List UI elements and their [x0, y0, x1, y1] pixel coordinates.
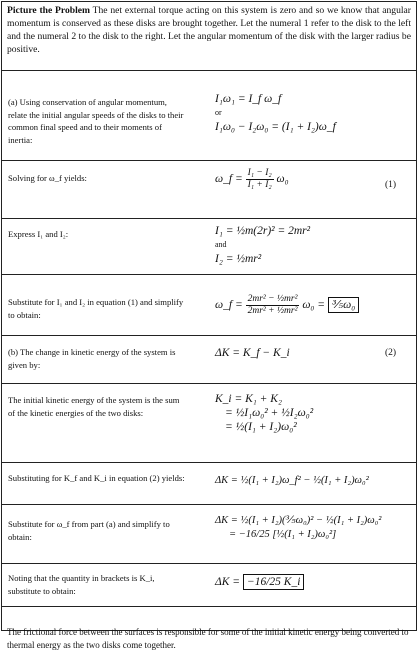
step-substitute-text: Substitute for I₁ and I₂ in equation (1) and simplify to obtain: — [8, 297, 184, 320]
step-final-equation — [215, 574, 415, 590]
row-divider — [1, 70, 417, 71]
step-initial-ke-equations — [215, 392, 415, 434]
fraction-numerator: 2mr² − ½mr² — [247, 294, 298, 304]
step-final-text: Noting that the quantity in brackets is K_i, substitute to obtain: — [8, 573, 155, 596]
step-express-text: Express I₁ and I₂: — [8, 229, 69, 239]
step-a-eq2: I₁ω₀ − I₂ω₀ = (I₁ + I₂)ω_f — [215, 121, 336, 133]
step-initial-ke-eq3: = ½(I₁ + I₂)ω₀² — [225, 421, 297, 433]
step-substitute-equation — [215, 294, 415, 317]
row-divider — [1, 160, 417, 161]
step-express-eq2: I₂ = ½mr² — [215, 253, 262, 265]
fraction-denominator: 2mr² + ½mr² — [247, 306, 298, 316]
fraction-denominator: I₁ + I₂ — [247, 180, 272, 190]
intro-title: Picture the Problem — [7, 5, 91, 16]
step-initial-ke-text: The initial kinetic energy of the system is the sum of the kinetic energies of the two disks: — [8, 395, 180, 418]
row-divider — [1, 274, 417, 275]
row-divider — [1, 563, 417, 564]
step-initial-ke-eq2: = ½I₁ω₀² + ½I₂ω₀² — [225, 407, 314, 419]
step-express-equations — [215, 224, 415, 266]
row-divider — [1, 383, 417, 384]
step-substitute-rhs: ω₀ = — [302, 299, 326, 312]
step-solve-text: Solving for ω_f yields: — [8, 173, 87, 183]
step-final-lhs: ΔK = — [215, 576, 241, 588]
step-simplify-eq1: ΔK = ½(I₁ + I₂)(⅗ω₀)² − ½(I₁ + I₂)ω₀² — [215, 515, 382, 526]
step-initial-ke-eq1: K_i = K₁ + K₂ — [215, 393, 282, 405]
row-divider — [1, 606, 417, 607]
step-express-and: and — [215, 240, 227, 249]
closing-paragraph: The frictional force between the surfaces is responsible for some of the initial kinetic energy being converted to thermal energy as the two disks come together. — [7, 627, 409, 650]
row-divider — [1, 504, 417, 505]
step-substitute-fraction — [246, 294, 300, 317]
step-a-eq1: I₁ω₁ = I_f ω_f — [215, 93, 282, 105]
intro-text: The net external torque acting on this system is zero and so we know that angular momentum is conserved as these disks are brought together. Let the numeral 1 refer to the disk to the left and the numeral 2 to the disk to the right. Let the angular momentum of the disk with the larger radius be positive. — [7, 5, 411, 55]
fraction-numerator: I₁ − I₂ — [247, 168, 272, 178]
step-substitute-lhs: ω_f = — [215, 299, 243, 312]
step-a-or: or — [215, 108, 222, 117]
step-substituting-equation: ΔK = ½(I₁ + I₂)ω_f² − ½(I₁ + I₂)ω₀² — [215, 475, 369, 486]
step-express-eq1: I₁ = ½m(2r)² = 2mr² — [215, 225, 311, 237]
step-a-text: (a) Using conservation of angular momentum, relate the initial angular speeds of the disks to their common final speed and to their moments of inertia: — [8, 97, 184, 145]
step-b-equation: ΔK = K_f − K_i — [215, 347, 290, 359]
step-simplify-equations — [215, 514, 415, 542]
row-divider — [1, 218, 417, 219]
step-simplify-eq2: = −16/25 [½(I₁ + I₂)ω₀²] — [229, 529, 337, 540]
step-solve-fraction — [246, 168, 274, 191]
equation-label-1: (1) — [385, 180, 397, 190]
step-substituting-text: Substituting for K_f and K_i in equation (2) yields: — [8, 473, 185, 483]
boxed-answer-a: ⅗ω₀ — [328, 297, 359, 313]
step-solve-rhs: ω₀ — [276, 173, 289, 186]
step-solve-lhs: ω_f = — [215, 173, 243, 186]
equation-label-2: (2) — [385, 348, 397, 358]
intro-paragraph — [7, 4, 411, 56]
step-b-text: (b) The change in kinetic energy of the system is given by: — [8, 347, 176, 370]
step-a-equations — [215, 92, 415, 134]
step-simplify-text: Substitute for ω_f from part (a) and simplify to obtain: — [8, 519, 170, 542]
boxed-answer-b: −16/25 K_i — [243, 574, 304, 590]
row-divider — [1, 462, 417, 463]
row-divider — [1, 335, 417, 336]
